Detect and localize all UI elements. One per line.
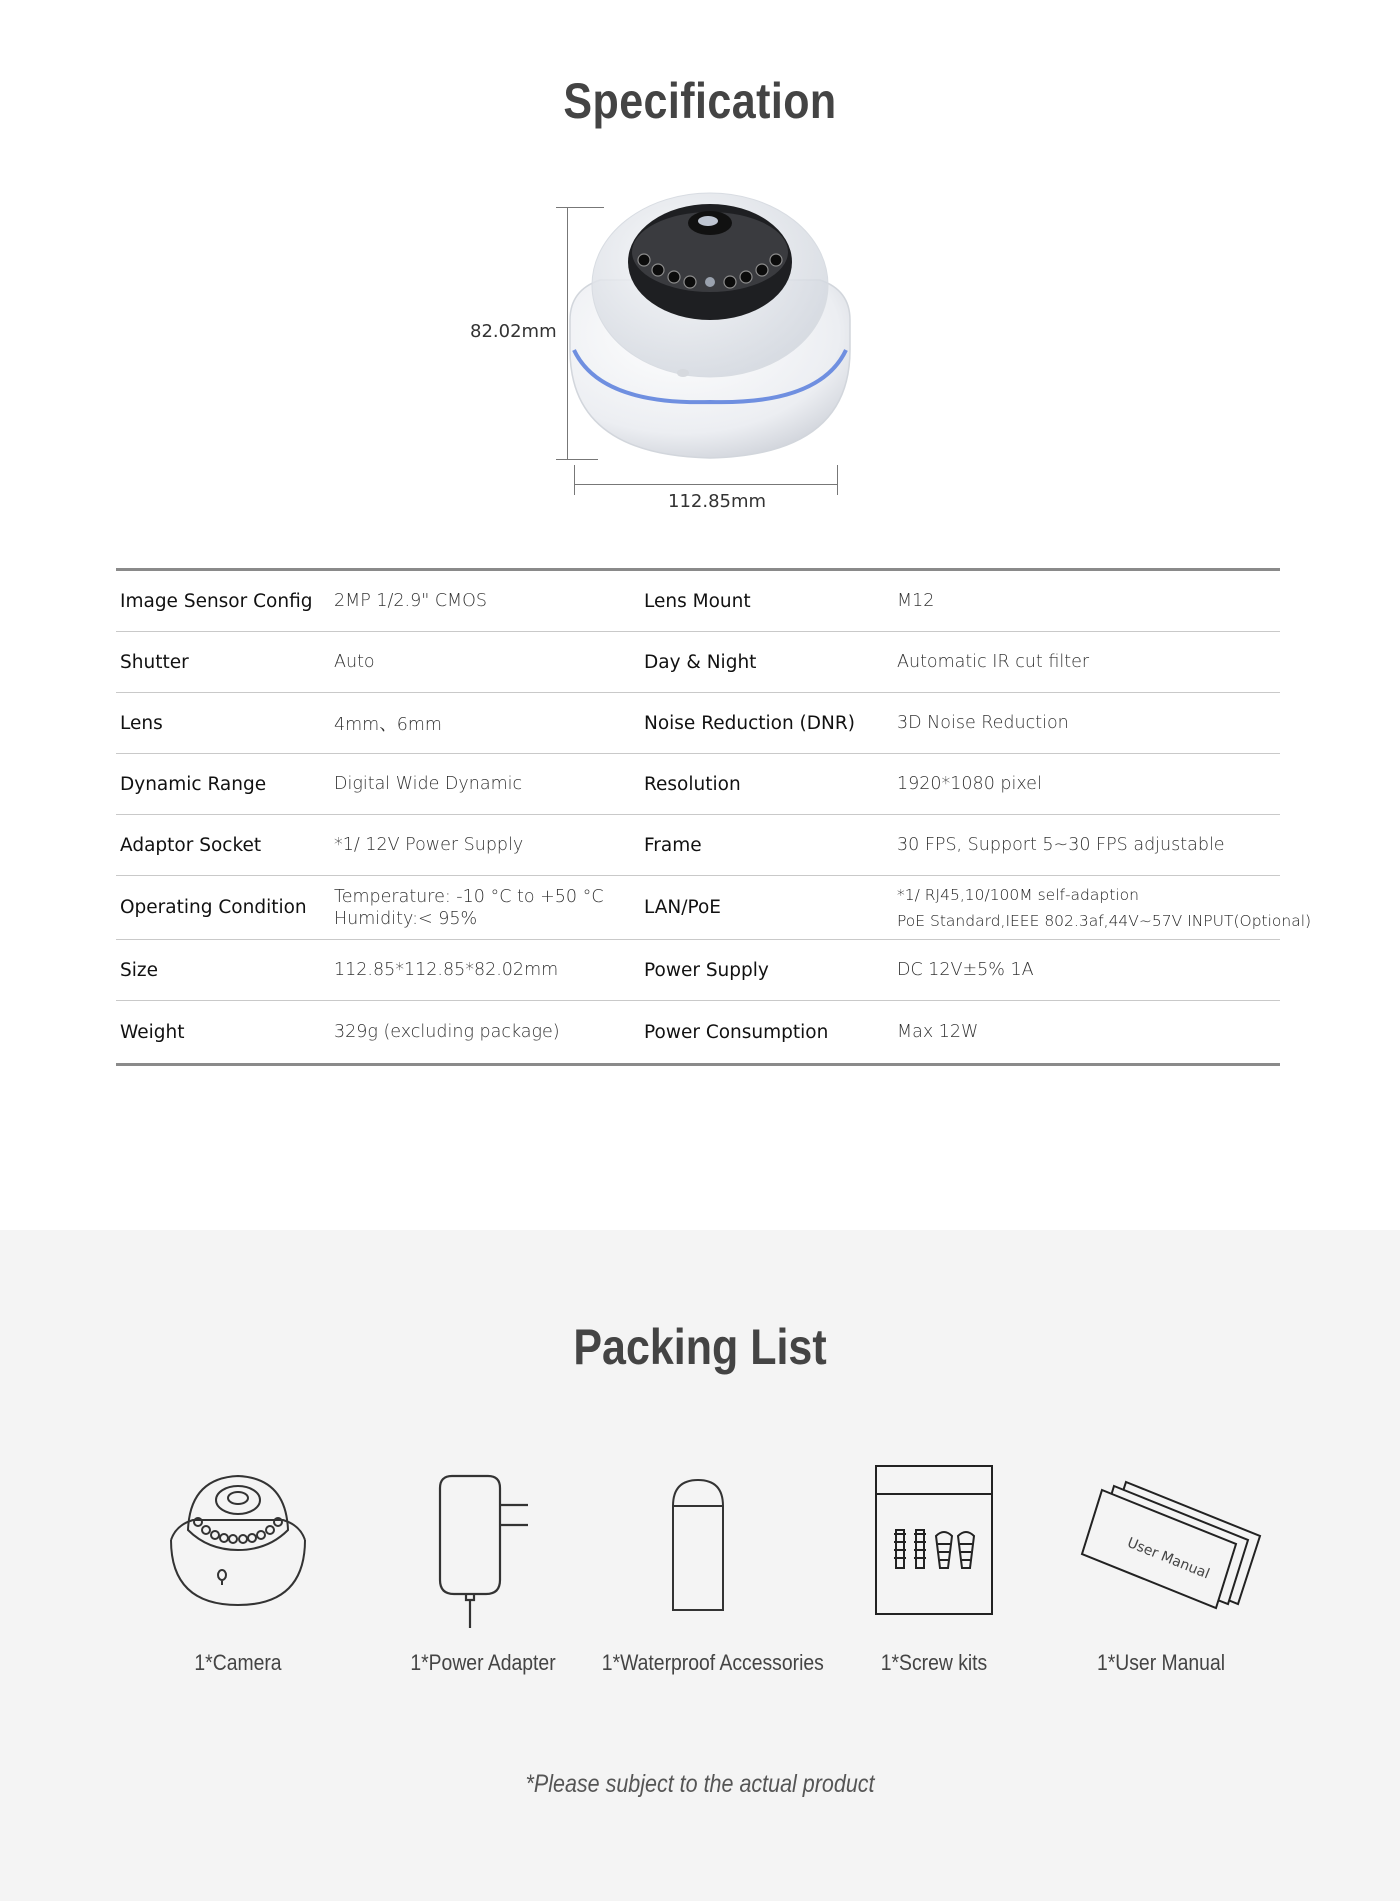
spec-value: 1920*1080 pixel [897,774,1042,794]
user-manual-cover-text: User Manual [1124,1534,1212,1583]
packing-item-label: 1*Camera [194,1650,282,1675]
spec-key: Dynamic Range [120,773,267,795]
spec-key: Operating Condition [120,897,307,918]
height-dimension-label: 82.02mm [470,321,557,342]
spec-key: Power Consumption [644,1021,829,1043]
camera-dimension-diagram [0,0,1400,540]
spec-value: 4mm、6mm [334,714,442,735]
packing-list-section [0,1230,1400,1901]
table-row [116,940,1280,1001]
spec-value: Automatic IR cut filter [897,652,1090,672]
user-manual-icon [1076,1476,1266,1616]
packing-list-title: Packing List [573,1319,827,1375]
table-row [116,693,1280,754]
table-row [116,571,1280,632]
camera-icon [168,1470,308,1610]
specification-title: Specification [563,73,837,129]
width-dimension-label: 112.85mm [668,491,767,512]
table-row [116,632,1280,693]
specification-table [116,568,1312,1066]
spec-key: Frame [644,834,702,856]
table-row [116,1001,1280,1063]
spec-value: Auto [334,652,375,672]
table-row [116,754,1280,815]
spec-key: LAN/PoE [644,897,721,918]
spec-key: Resolution [644,773,741,795]
footnote: *Please subject to the actual product [525,1770,875,1798]
spec-value: 3D Noise Reduction [897,713,1069,733]
power-adapter-icon [428,1470,538,1630]
spec-value-line: Temperature: -10 °C to +50 °C [334,886,604,907]
screw-kit-icon [874,1464,994,1616]
spec-value-line: PoE Standard,IEEE 802.3af,44V~57V INPUT(Optional) [897,911,1312,930]
spec-key: Size [120,959,158,981]
width-dimension-line [574,484,838,485]
packing-item-label: 1*User Manual [1096,1650,1226,1675]
packing-item-label: 1*Waterproof Accessories [601,1650,824,1675]
spec-key: Lens Mount [644,590,751,612]
packing-item-label: 1*Screw kits [880,1650,988,1675]
spec-key: Adaptor Socket [120,834,262,856]
spec-key: Noise Reduction (DNR) [644,712,855,734]
table-row [116,876,1312,940]
spec-key: Image Sensor Config [120,590,313,612]
spec-value: *1/ 12V Power Supply [334,835,524,855]
spec-key: Power Supply [644,959,769,981]
spec-value: Digital Wide Dynamic [334,774,523,794]
spec-value: 329g (excluding package) [334,1022,560,1042]
waterproof-cap-icon [668,1476,728,1616]
spec-value-line: Humidity:< 95% [334,908,478,929]
spec-value: 2MP 1/2.9" CMOS [334,591,488,611]
spec-key: Weight [120,1021,185,1043]
table-row [116,815,1280,876]
spec-key: Shutter [120,651,189,673]
spec-value: 30 FPS, Support 5~30 FPS adjustable [897,835,1225,855]
spec-value: 112.85*112.85*82.02mm [334,960,559,980]
spec-value: M12 [897,591,935,611]
dome-camera-icon [560,190,860,470]
spec-value: DC 12V±5% 1A [897,960,1034,980]
spec-key: Day & Night [644,651,757,673]
spec-value [334,886,644,930]
spec-value: Max 12W [897,1022,979,1042]
spec-key: Lens [120,712,163,734]
spec-value-line: *1/ RJ45,10/100M self-adaption [897,885,1139,904]
packing-item-label: 1*Power Adapter [410,1650,556,1675]
spec-value [897,882,1312,934]
